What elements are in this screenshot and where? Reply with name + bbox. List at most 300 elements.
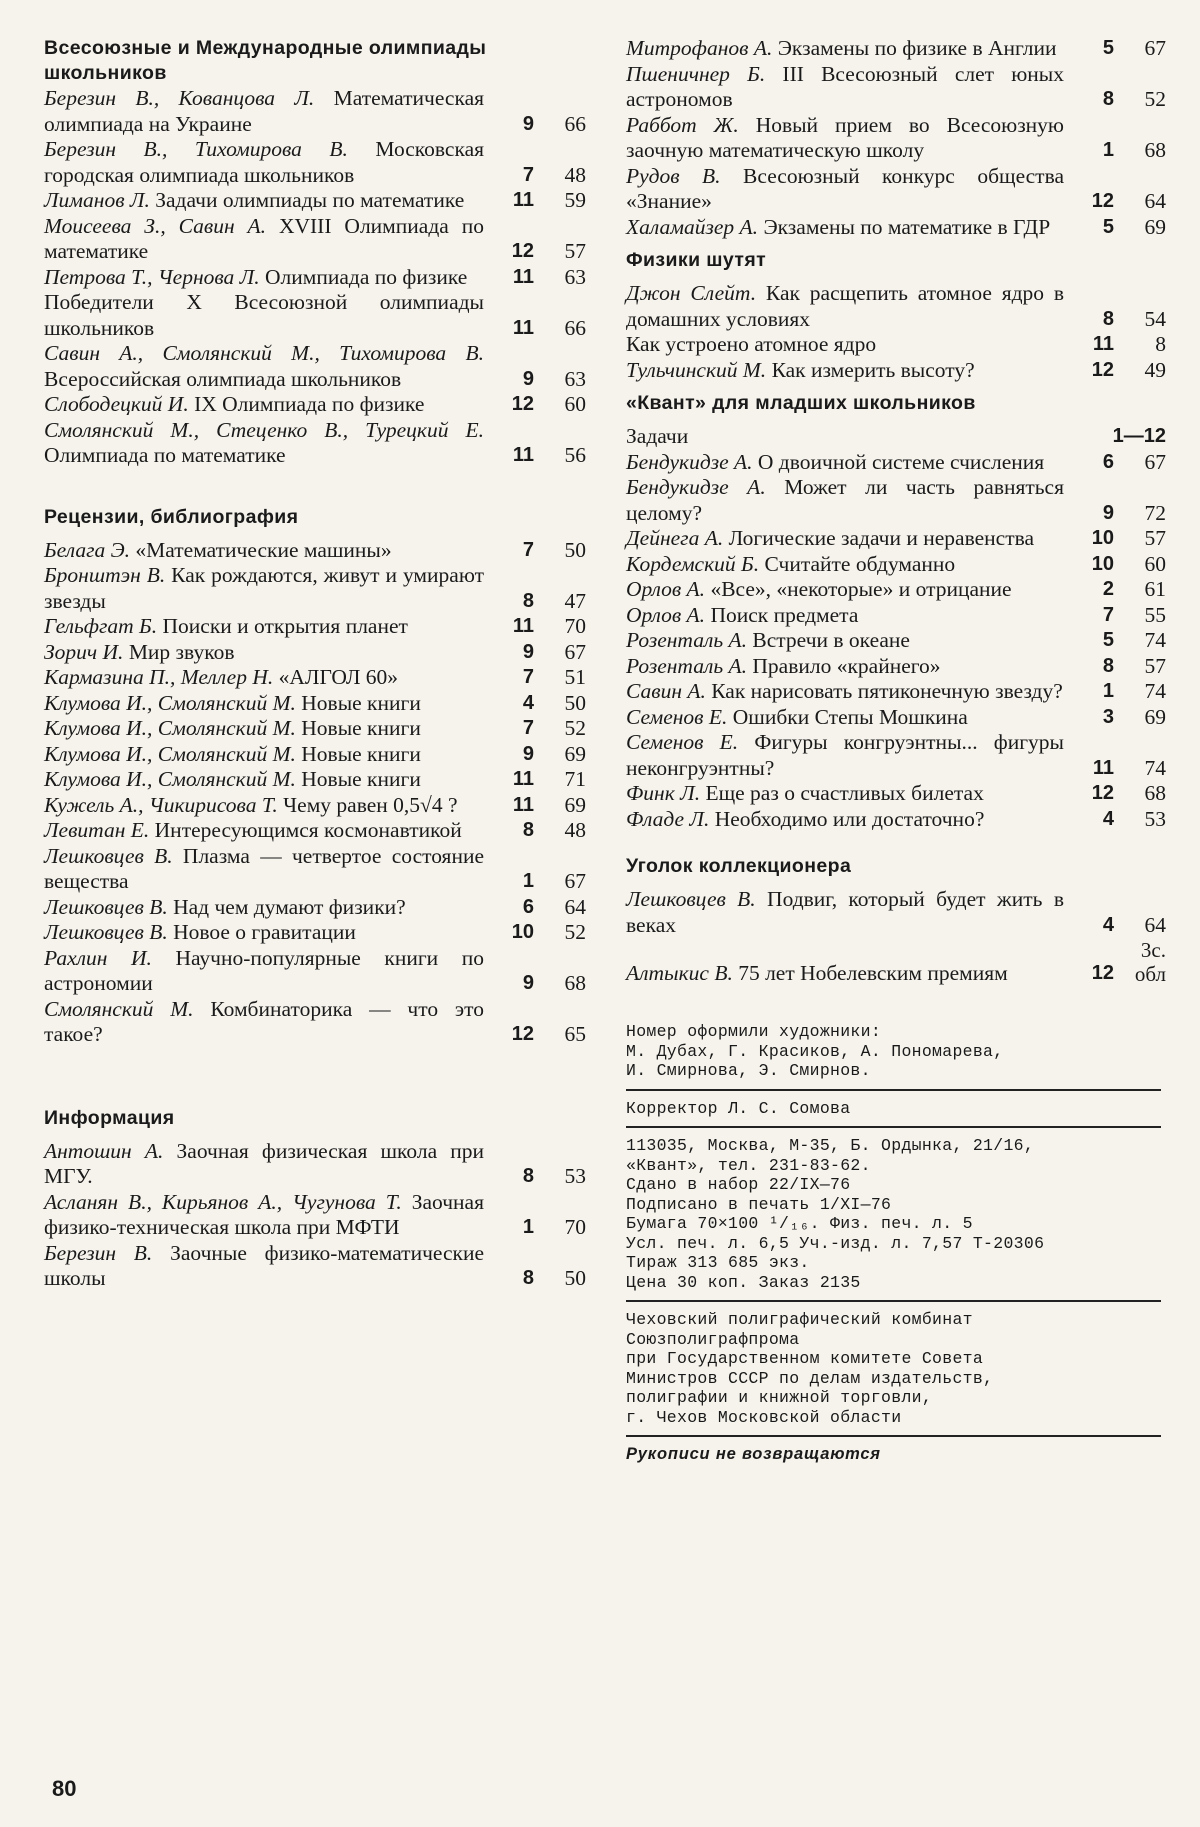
list-item	[626, 332, 1166, 358]
list-item	[626, 577, 1166, 603]
imprint-line: Союзполиграфпрома	[626, 1329, 800, 1349]
list-item	[626, 679, 1166, 705]
entry-authors: Кармазина П., Меллер Н.	[44, 665, 274, 689]
entry-text	[44, 997, 494, 1048]
entry-authors: Савин А., Смолянский М., Тихомирова В.	[44, 341, 484, 365]
entry-authors: Бендукидзе А.	[626, 449, 753, 474]
entry-text	[626, 113, 1074, 164]
entry-title: Чему равен 0,5√4 ?	[283, 792, 458, 817]
entry-title: Считайте обдуманно	[764, 551, 956, 576]
section-title-information: Информация	[44, 1106, 175, 1129]
entry-issue: 11	[512, 316, 534, 339]
entry-title: Научно-популярные книги по астрономии	[44, 945, 484, 995]
imprint-corrector: Корректор Л. С. Сомова	[626, 1098, 851, 1118]
entry-issue: 1	[1102, 139, 1114, 161]
entry-page: 63	[564, 366, 586, 391]
list-item	[44, 214, 604, 265]
artists-line-2: И. Смирнова, Э. Смирнов.	[626, 1061, 871, 1080]
entry-issue: 5	[1102, 629, 1114, 651]
list-item	[626, 781, 1166, 807]
entry-issue: 6	[1102, 450, 1114, 473]
entry-text	[44, 290, 494, 341]
entry-title: Поиски и открытия планет	[162, 614, 408, 638]
entry-title: Новые книги	[301, 716, 421, 740]
entry-text	[44, 818, 494, 844]
entry-authors: Смолянский М., Стеценко В., Турецкий Е.	[44, 417, 484, 442]
entry-title: Как рождаются, живут и умирают звезды	[44, 563, 484, 613]
entry-authors: Бронштэн В.	[44, 563, 166, 587]
entry-issue: 4	[522, 691, 534, 714]
list-item	[44, 392, 604, 418]
list-item	[626, 113, 1166, 164]
entry-issue: 6	[522, 895, 534, 918]
list-item	[626, 887, 1166, 938]
list-item	[626, 807, 1166, 833]
list-item	[44, 1241, 604, 1292]
entry-page: 55	[1144, 602, 1166, 627]
entry-title: Комбинаторика — что это такое?	[44, 996, 484, 1046]
entry-authors: Дейнега А.	[626, 526, 724, 550]
entry-page: 64	[1144, 189, 1166, 213]
entry-issue: 8	[1102, 88, 1114, 110]
entry-page: 71	[564, 767, 586, 791]
entry-text	[626, 281, 1074, 332]
imprint-line: 113035, Москва, М-35, Б. Ордынка, 21/16,	[626, 1136, 1035, 1155]
section-title-olympiads: Всесоюзные и Международные олимпиады школьников	[44, 37, 487, 84]
entry-text	[44, 1241, 494, 1292]
entry-text	[626, 679, 1074, 705]
entry-title: Как устроено атомное ядро	[626, 332, 877, 356]
list-item	[626, 62, 1166, 113]
entry-page: 49	[1144, 357, 1166, 382]
entry-title: О двоичной системе счисления	[757, 449, 1045, 474]
page-number: 80	[52, 1776, 77, 1801]
entry-page: 70	[564, 614, 586, 638]
entry-text	[44, 640, 494, 666]
entry-text	[44, 1139, 494, 1190]
entry-text	[44, 265, 494, 291]
entry-page: 8	[1155, 332, 1166, 356]
entry-authors: Фладе Л.	[626, 806, 710, 831]
entry-title: Задачи	[626, 424, 689, 448]
entry-text	[626, 628, 1074, 654]
list-item	[44, 86, 604, 137]
list-item	[44, 137, 604, 188]
entry-text	[626, 961, 1074, 987]
entry-title: Новые книги	[301, 767, 421, 791]
entry-authors: Рахлин И.	[44, 945, 152, 970]
entry-text	[626, 475, 1074, 526]
entry-page: 67	[1144, 449, 1166, 474]
entry-page: 60	[1144, 551, 1166, 576]
entry-authors: Семенов Е.	[626, 704, 728, 729]
entry-authors: Рудов В.	[626, 163, 721, 188]
entry-authors: Клумова И., Смолянский М.	[44, 690, 296, 715]
entry-page: 52	[564, 716, 586, 740]
entry-page: 69	[564, 741, 586, 766]
entry-page: 50	[564, 1266, 586, 1290]
entry-authors: Митрофанов А.	[626, 36, 773, 60]
entry-title: Победители X Всесоюзной олимпиады школьников	[44, 290, 484, 340]
entry-authors: Кужель А., Чикирисова Т.	[44, 792, 278, 817]
entry-text	[44, 538, 494, 564]
entry-issue: 11	[1092, 756, 1114, 779]
artists-label: Номер оформили художники:	[626, 1022, 882, 1041]
list-item	[44, 920, 604, 946]
entry-text	[626, 807, 1074, 833]
list-item	[626, 730, 1166, 781]
entry-title: Логические задачи и неравенства	[728, 526, 1034, 550]
entry-issue: 9	[522, 742, 534, 765]
entry-page: 57	[1144, 526, 1166, 550]
entry-authors: Тульчинский М.	[626, 357, 767, 382]
entry-issue: 11	[512, 768, 534, 790]
entry-issue: 5	[1102, 37, 1114, 59]
entry-authors: Семенов Е.	[626, 730, 739, 754]
entry-issue: 2	[1102, 578, 1114, 600]
entry-text	[44, 691, 494, 717]
entry-page: 52	[564, 920, 586, 944]
entry-title: Встречи в океане	[752, 628, 910, 652]
list-item	[626, 164, 1166, 215]
list-item	[44, 563, 604, 614]
entry-text	[626, 781, 1074, 807]
entry-title: Олимпиада по физике	[265, 264, 468, 289]
entry-text	[44, 665, 494, 691]
entry-page: 64	[1144, 912, 1166, 937]
entry-authors: Лешковцев В.	[44, 894, 168, 919]
imprint-artists	[626, 1022, 1166, 1081]
entry-issue: 7	[1102, 603, 1114, 626]
entry-title: Поиск предмета	[710, 602, 859, 627]
entry-authors: Лешковцев В.	[44, 920, 168, 944]
entry-page: 66	[564, 315, 586, 340]
entry-title: Экзамены по математике в ГДР	[763, 214, 1051, 239]
list-item	[626, 552, 1166, 578]
entry-page: 50	[564, 537, 586, 562]
divider	[626, 1126, 1161, 1128]
entry-title: Над чем думают физики?	[173, 894, 406, 919]
entry-page: 67	[1144, 36, 1166, 60]
imprint-line: Бумага 70×100 ¹/₁₆. Физ. печ. л. 5	[626, 1214, 973, 1233]
entry-title: Новые книги	[301, 690, 421, 715]
imprint-line: Министров СССР по делам издательств,	[626, 1368, 994, 1388]
reviews-list	[44, 538, 604, 1048]
imprint-line: полиграфии и книжной торговли,	[626, 1388, 933, 1407]
list-item	[626, 938, 1166, 986]
entry-text	[626, 62, 1074, 113]
entry-authors: Розенталь А.	[626, 628, 748, 652]
entry-title: Экзамены по физике в Англии	[777, 36, 1057, 60]
entry-title: Как измерить высоту?	[771, 357, 975, 382]
entry-title: Необходимо или достаточно?	[714, 806, 985, 831]
entry-text	[626, 526, 1074, 552]
collector-list	[626, 887, 1166, 986]
list-item	[44, 1139, 604, 1190]
list-item	[626, 281, 1166, 332]
entry-page: 74	[1144, 679, 1166, 703]
entry-title: Всероссийская олимпиада школьников	[44, 366, 402, 391]
entry-page: 48	[564, 162, 586, 187]
entry-issue: 12	[1091, 961, 1114, 984]
entry-authors: Антошин А.	[44, 1138, 164, 1163]
entry-page: 69	[1144, 214, 1166, 239]
list-item	[626, 628, 1166, 654]
list-item	[44, 946, 604, 997]
entry-issue: 11	[512, 615, 534, 637]
entry-issue: 1	[522, 1216, 534, 1238]
entry-title: Ошибки Степы Мошкина	[732, 704, 968, 729]
entry-text	[44, 946, 494, 997]
list-item	[626, 36, 1166, 62]
entry-issue: 7	[522, 538, 534, 561]
entry-text	[44, 86, 494, 137]
entry-issue: 7	[522, 717, 534, 739]
entry-authors: Лешковцев В.	[44, 843, 173, 868]
entry-issue: 8	[1102, 307, 1114, 330]
entry-issue: 8	[522, 1165, 534, 1187]
divider	[626, 1435, 1161, 1437]
entry-issue: 12	[511, 240, 534, 262]
entry-page: 57	[564, 239, 586, 263]
list-item	[44, 997, 604, 1048]
entry-authors: Раббот Ж.	[626, 112, 739, 137]
section-title-collector: Уголок коллекционера	[626, 855, 852, 877]
entry-text	[626, 603, 1074, 629]
imprint-line: «Квант», тел. 231-83-62.	[626, 1155, 871, 1175]
entry-title: «АЛГОЛ 60»	[278, 665, 399, 689]
entry-text	[44, 614, 494, 640]
imprint-footer: Рукописи не возвращаются	[626, 1445, 881, 1463]
entry-authors: Розенталь А.	[626, 653, 748, 678]
entry-title: Мир звуков	[128, 639, 235, 664]
imprint-line: г. Чехов Московской области	[626, 1407, 902, 1427]
list-item	[626, 475, 1166, 526]
entry-authors: Бендукидзе А.	[626, 475, 766, 499]
entry-page: 59	[564, 188, 586, 212]
entry-page: 74	[1144, 628, 1166, 652]
entry-issue: 7	[522, 163, 534, 186]
entry-issue: 10	[1091, 527, 1114, 549]
entry-title: IX Олимпиада по физике	[194, 392, 425, 416]
entry-text	[626, 215, 1074, 241]
entry-issue: 10	[511, 921, 534, 943]
imprint-line: Цена 30 коп. Заказ 2135	[626, 1272, 861, 1292]
list-item	[626, 215, 1166, 241]
entry-issue: 12	[511, 1023, 534, 1045]
entry-title: Как расщепить атомное ядро в домашних условиях	[626, 281, 1065, 331]
list-item	[44, 538, 604, 564]
entry-issue: 12	[1091, 358, 1114, 381]
entry-text	[626, 654, 1074, 680]
entry-text	[626, 730, 1074, 781]
entry-authors: Клумова И., Смолянский М.	[44, 767, 296, 791]
entry-issue: 11	[512, 793, 534, 816]
entry-authors: Моисеева З., Савин А.	[44, 213, 267, 238]
entry-authors: Белага Э.	[44, 537, 131, 562]
entry-title: Подвиг, который будет жить в веках	[626, 887, 1064, 937]
entry-page: 47	[564, 588, 586, 613]
entry-text	[626, 358, 1074, 384]
entry-page: 67	[564, 869, 586, 893]
entry-authors: Березин В., Тихомирова В.	[44, 137, 348, 161]
list-item	[44, 716, 604, 742]
entry-issue: 3	[1102, 705, 1114, 728]
entry-page: 68	[1144, 781, 1166, 805]
entry-authors: Кордемский Б.	[626, 551, 760, 576]
entry-issue: 12	[511, 393, 534, 415]
entry-text	[626, 705, 1074, 731]
entry-page: 66	[564, 111, 586, 136]
list-item	[626, 358, 1166, 384]
entry-authors: Савин А.	[626, 679, 706, 703]
list-item	[626, 654, 1166, 680]
entry-text	[44, 188, 494, 214]
entry-authors: Орлов А.	[626, 577, 706, 601]
imprint-printer	[626, 1310, 1166, 1427]
list-item	[44, 418, 604, 469]
entry-text	[626, 164, 1074, 215]
entry-title: «Все», «некоторые» и отрицание	[710, 577, 1012, 601]
physicists-joke-list	[626, 281, 1166, 383]
list-item	[44, 767, 604, 793]
list-item	[626, 450, 1166, 476]
information-list	[44, 1139, 604, 1292]
entry-title: Еще раз о счастливых билетах	[705, 781, 984, 805]
list-item	[44, 691, 604, 717]
list-item	[44, 341, 604, 392]
imprint-line: Сдано в набор 22/IX—76	[626, 1175, 851, 1194]
list-item	[44, 742, 604, 768]
entry-page: 53	[564, 1164, 586, 1188]
entry-text	[44, 920, 494, 946]
entry-issue: 8	[522, 819, 534, 841]
list-item-tasks	[626, 424, 1166, 450]
entry-text	[626, 887, 1074, 938]
entry-authors: Клумова И., Смолянский М.	[44, 716, 296, 740]
entry-authors: Джон Слейт.	[626, 281, 757, 305]
entry-authors: Левитан Е.	[44, 818, 150, 842]
right-column	[626, 36, 1166, 1464]
entry-title: Плазма — четвертое состояние вещества	[44, 843, 485, 893]
entry-issue: 1	[1102, 680, 1114, 702]
imprint-line: Усл. печ. л. 6,5 Уч.-изд. л. 7,57 Т-20306	[626, 1233, 1045, 1253]
section-title-juniors: «Квант» для младших школьников	[626, 392, 976, 414]
entry-text	[44, 844, 494, 895]
entry-page: 53	[1144, 806, 1166, 831]
entry-page: 68	[564, 971, 586, 995]
entry-text	[44, 767, 494, 793]
entry-text	[44, 895, 494, 921]
entry-page: 50	[564, 690, 586, 715]
left-column	[44, 36, 604, 1292]
entry-issue: 4	[1102, 807, 1114, 830]
entry-page: 70	[564, 1215, 586, 1239]
entry-authors: Алтыкис В.	[626, 960, 733, 985]
olympiads-list	[44, 86, 604, 469]
list-item	[44, 818, 604, 844]
entry-page: 64	[564, 894, 586, 919]
entry-text	[44, 716, 494, 742]
entry-authors: Березин В.	[44, 1240, 153, 1265]
entry-text	[44, 793, 494, 819]
entry-title: Может ли часть равняться целому?	[626, 475, 1064, 525]
imprint-line: Чеховский полиграфический комбинат	[626, 1310, 973, 1329]
entry-issue: 9	[522, 367, 534, 390]
entry-authors: Гельфгат Б.	[44, 614, 158, 638]
entry-page: 68	[1144, 138, 1166, 162]
entry-authors: Халамайзер А.	[626, 214, 759, 239]
entry-issue: 7	[522, 666, 534, 688]
entry-authors: Асланян В., Кирьянов А., Чугунова Т.	[44, 1189, 402, 1214]
entry-authors: Смолянский М.	[44, 996, 194, 1021]
entry-text	[44, 392, 494, 418]
entry-text	[44, 214, 494, 265]
entry-authors: Финк Л.	[626, 781, 701, 805]
entry-title: «Математические машины»	[135, 537, 392, 562]
entry-issue: 9	[522, 112, 534, 135]
entry-authors: Слободецкий И.	[44, 392, 189, 416]
entry-page: 61	[1144, 577, 1166, 601]
imprint-line: Тираж 313 685 экз.	[626, 1253, 810, 1272]
entry-page: 57	[1144, 653, 1166, 678]
entry-issue: 8	[1102, 654, 1114, 677]
entry-title: Заочная физическая школа при МГУ.	[44, 1138, 485, 1188]
list-item	[44, 665, 604, 691]
list-item	[44, 640, 604, 666]
entry-text	[626, 332, 1074, 358]
entry-text	[626, 36, 1074, 62]
list-item	[44, 265, 604, 291]
entry-title: Интересующимся космонавтикой	[154, 818, 462, 842]
section-title-physicists-joke: Физики шутят	[626, 249, 767, 271]
entry-page: 60	[564, 392, 586, 416]
list-item	[626, 603, 1166, 629]
entry-issue-range: 1—12	[1112, 425, 1166, 447]
entry-title: III Всесоюзный слет юных астрономов	[626, 61, 1064, 111]
entry-issue: 11	[512, 444, 534, 466]
information-continued-list	[626, 36, 1166, 240]
entry-issue: 8	[522, 1267, 534, 1289]
entry-title: Правило «крайнего»	[752, 653, 941, 678]
list-item	[44, 1190, 604, 1241]
entry-page: 48	[564, 818, 586, 842]
entry-text	[44, 1190, 494, 1241]
entry-authors: Петрова Т., Чернова Л.	[44, 264, 260, 289]
entry-title: Новое о гравитации	[173, 920, 356, 944]
list-item	[44, 614, 604, 640]
entry-page: 69	[564, 792, 586, 817]
entry-title: Новые книги	[301, 741, 421, 766]
entry-authors: Клумова И., Смолянский М.	[44, 741, 296, 766]
entry-title: Математическая олимпиада на Украине	[44, 86, 484, 136]
entry-page: 3с. обл	[1134, 938, 1166, 986]
entry-page: 56	[564, 443, 586, 467]
entry-title: Как нарисовать пятиконечную звезду?	[711, 679, 1063, 703]
entry-issue: 11	[512, 265, 534, 288]
entry-authors: Пшеничнер Б.	[626, 61, 766, 86]
entry-page: 72	[1144, 500, 1166, 525]
list-item	[626, 526, 1166, 552]
list-item	[44, 793, 604, 819]
entry-issue: 9	[1102, 501, 1114, 524]
entry-page: 52	[1144, 87, 1166, 111]
entry-page: 63	[564, 264, 586, 289]
entry-title: XVIII Олимпиада по математике	[44, 213, 484, 263]
entry-issue: 11	[512, 189, 534, 211]
entry-issue: 11	[1092, 333, 1114, 355]
entry-authors: Орлов А.	[626, 602, 706, 627]
